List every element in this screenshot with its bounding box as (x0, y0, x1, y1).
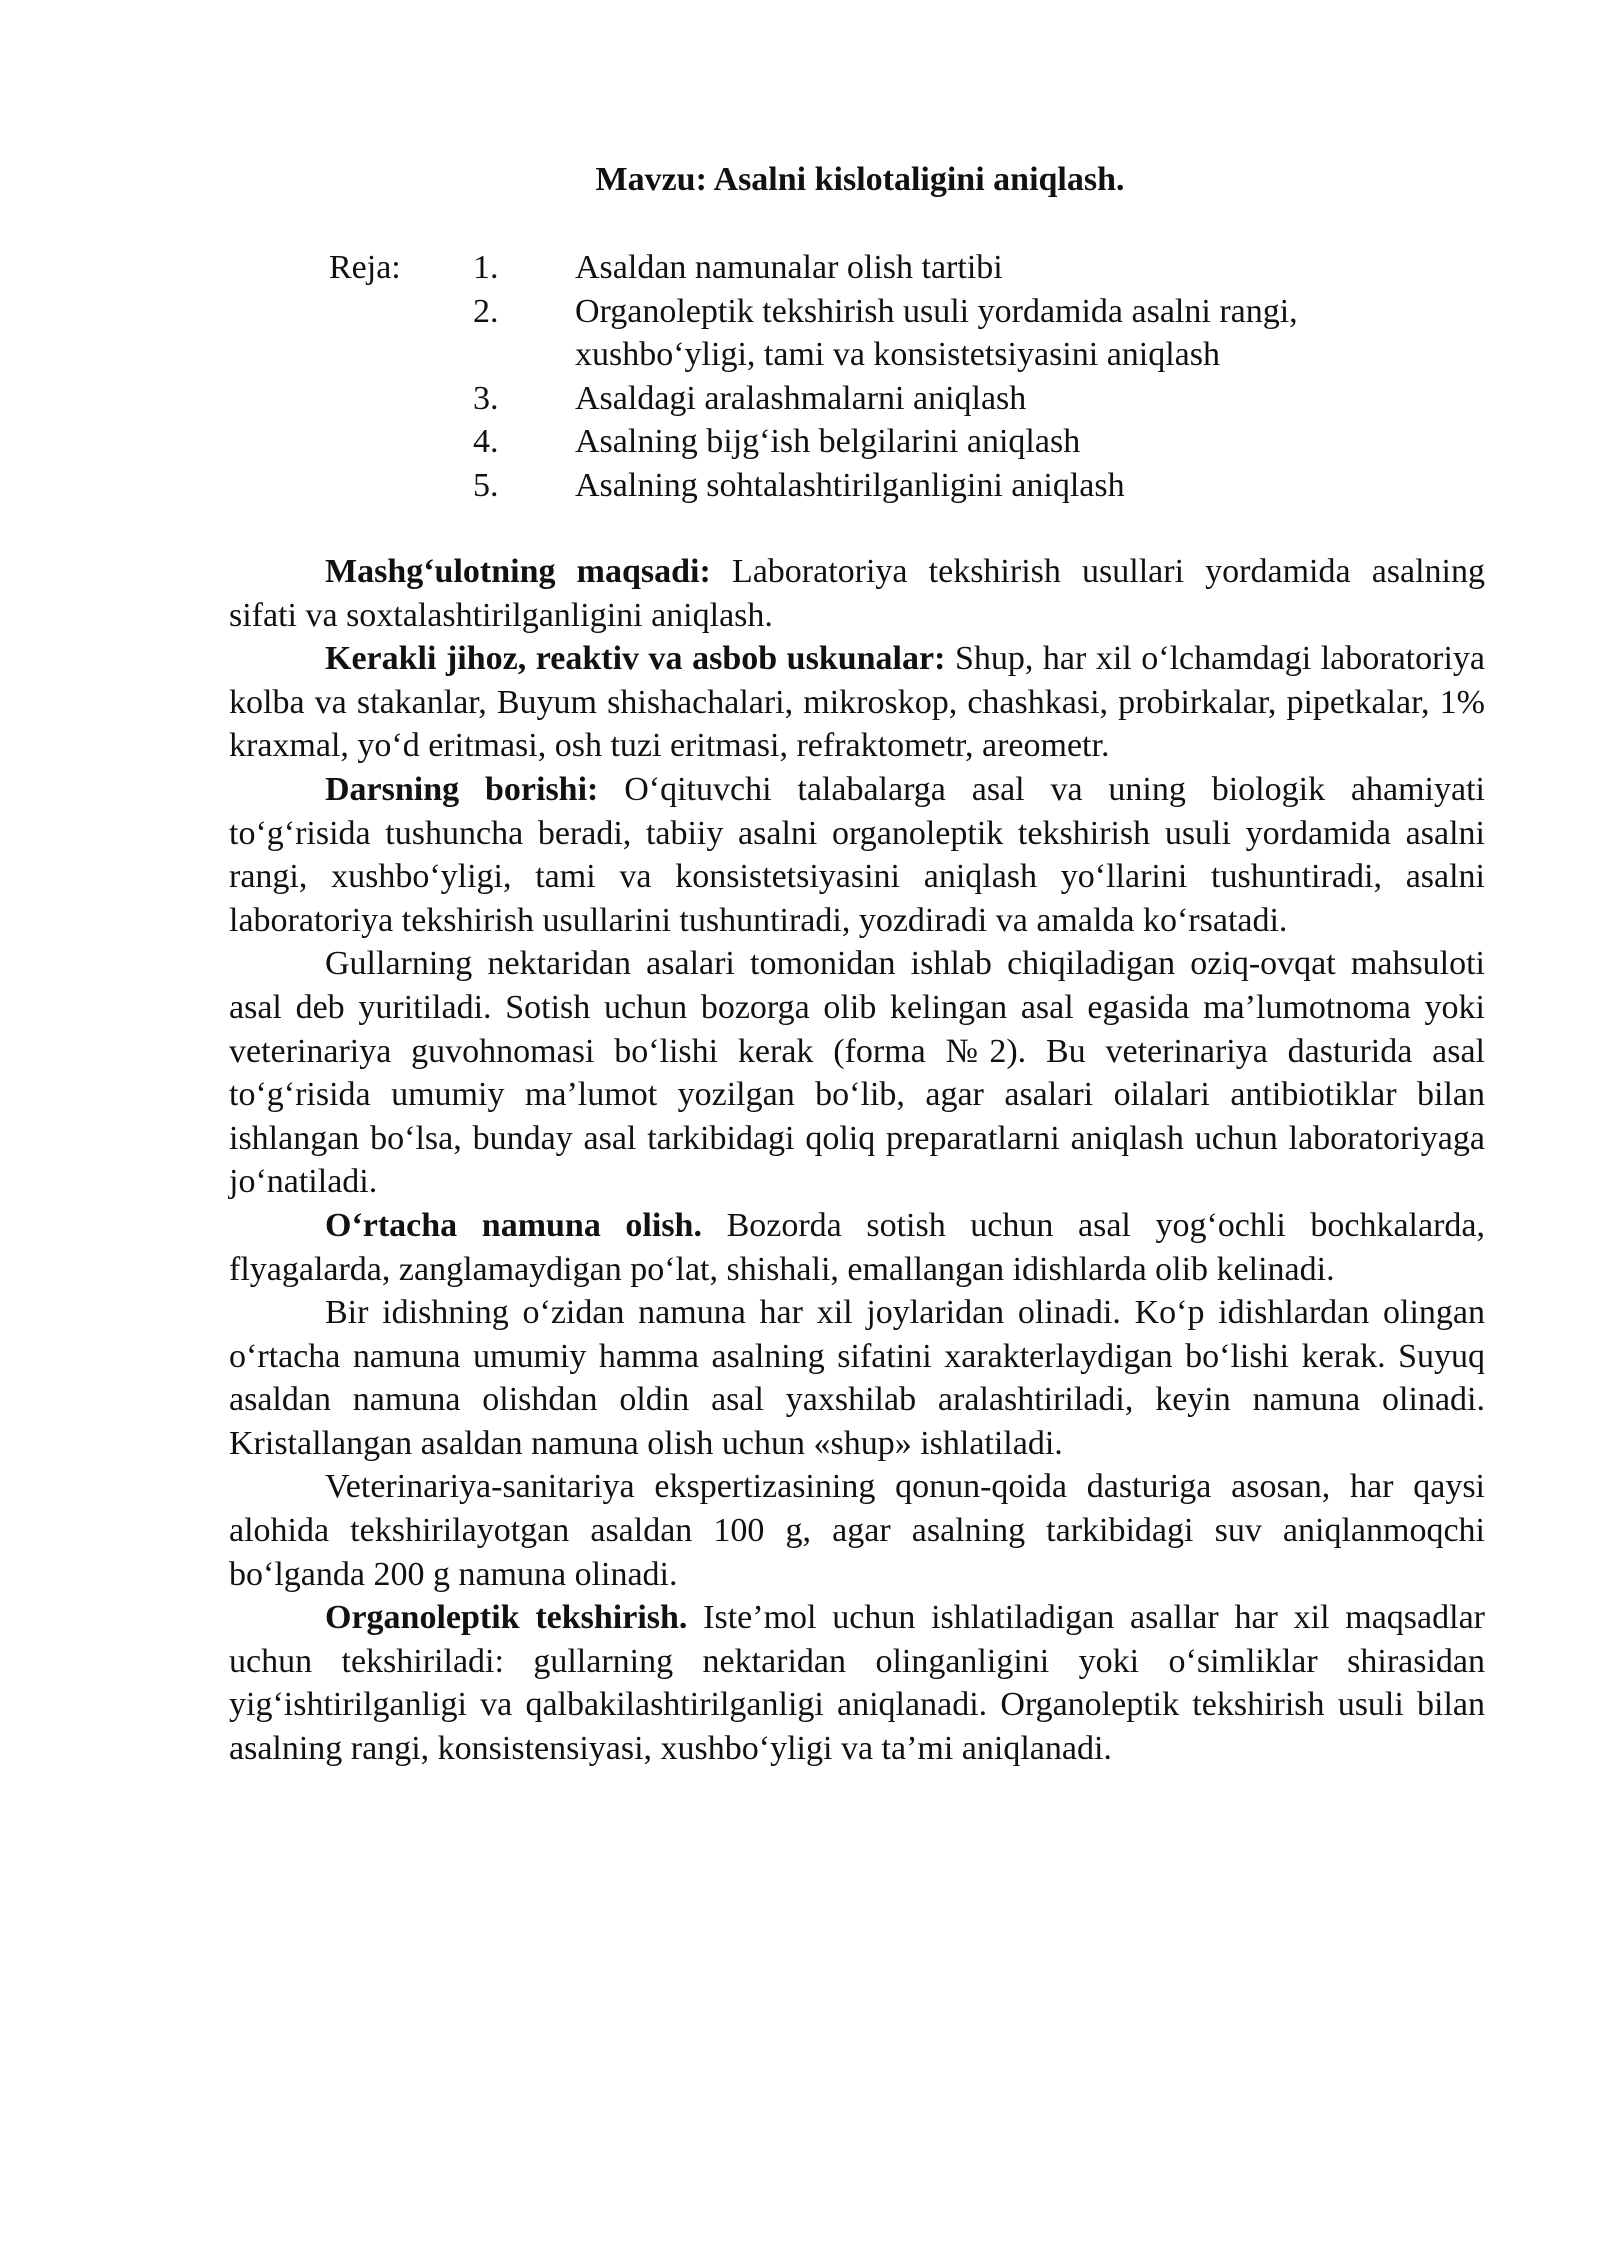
paragraph-lesson-flow (229, 768, 1485, 942)
document-body (229, 550, 1485, 1771)
plan-item-text: Organoleptik tekshirish usuli yordamida asalni rangi, xushbo‘yligi, tami va konsistetsiyasini aniqlash (575, 292, 1298, 374)
plan-item (0, 246, 1600, 290)
paragraph-lead: O‘rtacha namuna olish. (325, 1206, 702, 1244)
plan-item-number: 2. (473, 292, 499, 330)
plan-item-number: 3. (473, 379, 499, 417)
document-title: Mavzu: Asalni kislotaligini aniqlash. (595, 161, 1125, 198)
paragraph-text: Shup, har xil o‘lchamdagi laboratoriya kolba va stakanlar, Buyum shishachalari, mikroskop, chashkasi, probirkalar, pipetkalar, 1% kraxmal, yo‘d eritmasi, osh tuzi eritmasi, refraktometr, areometr. (229, 640, 1485, 765)
paragraph-text: Gullarning nektaridan asalari tomonidan ishlab chiqiladigan oziq-ovqat mahsuloti asal deb yuritiladi. Sotish uchun bozorga olib kelingan asal egasida ma’lumotnoma yoki veterinariya guvohnomasi bo‘lishi kerak (forma №2). Bu veterinariya dasturida asal to‘g‘risida umumiy ma’lumot yozilgan bo‘lib, agar asalari oilalari antibiotiklar bilan ishlangan bo‘lsa, bunday asal tarkibidagi qoliq preparatlarni aniqlash uchun laboratoriyaga jo‘natiladi. (229, 945, 1485, 1201)
paragraph-text: Bir idishning o‘zidan namuna har xil joylaridan olinadi. Ko‘p idishlardan olingan o‘rtacha namuna umumiy hamma asalning sifatini xarakterlaydigan bo‘lishi kerak. Suyuq asaldan namuna olishdan oldin asal yaxshilab aralashtiriladi, keyin namuna olinadi. Kristallangan asaldan namuna olish uchun «shup» ishlatiladi. (229, 1294, 1485, 1462)
paragraph-text: Iste’mol uchun ishlatiladigan asallar har xil maqsadlar uchun tekshiriladi: gullarning nektaridan olinganligini yoki o‘simliklar shirasidan yig‘ishtirilganligi va qalbakilashtirilganligi aniqlanadi. Organoleptik tekshirish usuli bilan asalning rangi, konsistensiyasi, xushbo‘yligi va ta’mi aniqlanadi. (229, 1599, 1485, 1768)
plan-item-number: 4. (473, 423, 499, 461)
plan-item-number: 1. (473, 249, 499, 286)
paragraph-lead: Organoleptik tekshirish. (325, 1599, 688, 1637)
paragraph-objective (229, 550, 1485, 637)
plan-list (0, 246, 1600, 508)
paragraph-equipment (229, 637, 1485, 768)
plan-item-text: Asaldan namunalar olish tartibi (575, 249, 1003, 286)
plan-item (0, 420, 1600, 464)
plan-item-number: 5. (473, 466, 499, 504)
paragraph-honey-definition (229, 942, 1485, 1204)
paragraph-text: O‘qituvchi talabalarga asal va uning biologik ahamiyati to‘g‘risida tushuncha beradi, tabiiy asalni organoleptik tekshirish usuli yordamida asalni rangi, xushbo‘yligi, tami va konsistetsiyasini aniqlash yo‘llarini tushuntiradi, asalni laboratoriya tekshirish usullarini tushuntiradi, yozdiradi va amalda ko‘rsatadi. (229, 770, 1485, 939)
paragraph-lead: Darsning borishi: (325, 770, 599, 808)
paragraph-average-sample (229, 1204, 1485, 1291)
plan-item (0, 377, 1600, 421)
paragraph-text: Bozorda sotish uchun asal yog‘ochli bochkalarda, flyagalarda, zanglamaydigan po‘lat, shishali, emallangan idishlarda olib kelinadi. (229, 1206, 1485, 1288)
paragraph-lead: Kerakli jihoz, reaktiv va asbob uskunalar: (325, 640, 946, 678)
plan-item (0, 464, 1600, 508)
paragraph-text: Veterinariya-sanitariya ekspertizasining qonun-qoida dasturiga asosan, har qaysi alohida tekshirilayotgan asaldan 100 g, agar asalning tarkibidagi suv aniqlanmoqchi bo‘lganda 200 g namuna olinadi. (229, 1468, 1485, 1593)
plan-item (0, 290, 1600, 377)
paragraph-organoleptic (229, 1596, 1485, 1770)
paragraph-text: Laboratoriya tekshirish usullari yordamida asalning sifati va soxtalashtirilganligini aniqlash. (229, 553, 1486, 634)
plan-item-text: Asalning sohtalashtirilganligini aniqlash (575, 466, 1125, 504)
paragraph-sample-size (229, 1465, 1485, 1596)
plan-label: Reja: (329, 249, 401, 286)
paragraph-sampling (229, 1291, 1485, 1465)
plan-item-text: Asaldagi aralashmalarni aniqlash (575, 379, 1027, 417)
paragraph-lead: Mashg‘ulotning maqsadi: (325, 553, 711, 590)
plan-item-text: Asalning bijg‘ish belgilarini aniqlash (575, 423, 1081, 461)
